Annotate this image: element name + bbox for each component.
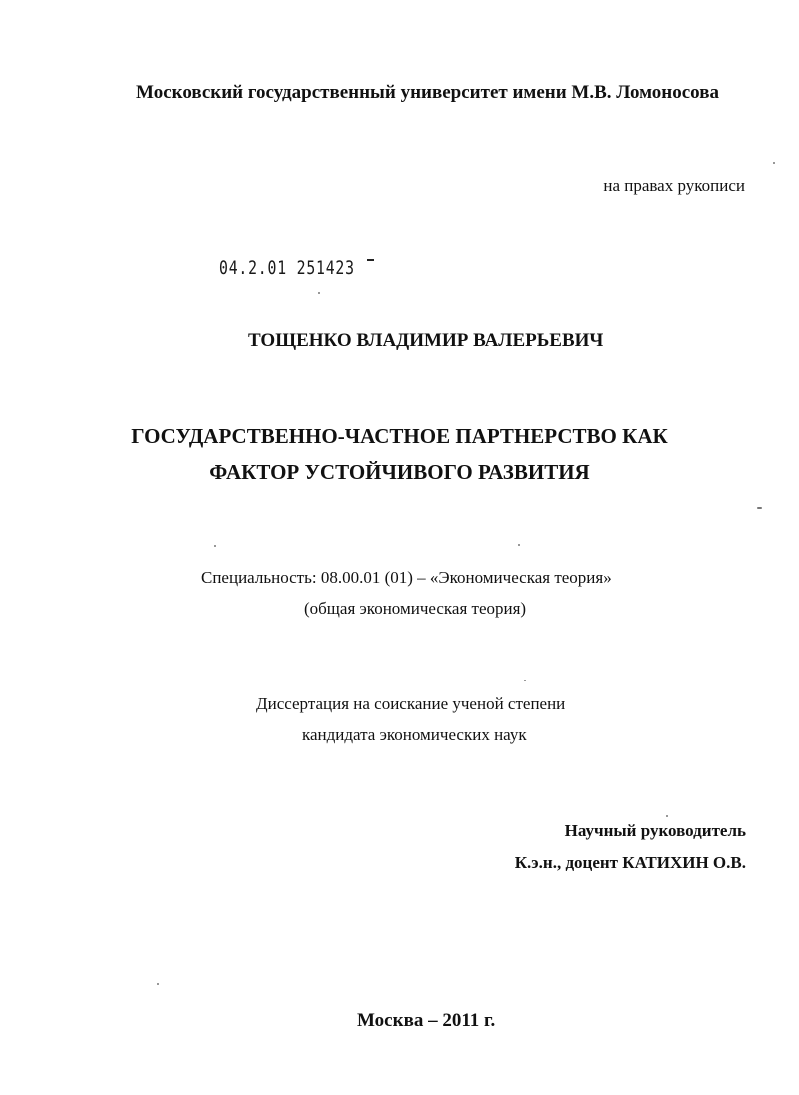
scan-speck: [524, 680, 526, 681]
author-name: ТОЩЕНКО ВЛАДИМИР ВАЛЕРЬЕВИЧ: [248, 330, 604, 351]
supervisor-name: К.э.н., доцент КАТИХИН О.В.: [514, 853, 746, 872]
dissertation-degree-line-2: кандидата экономических наук: [302, 725, 527, 744]
scan-speck: [518, 544, 520, 546]
thesis-title-line-1: ГОСУДАРСТВЕННО-ЧАСТНОЕ ПАРТНЕРСТВО КАК: [131, 424, 668, 448]
scan-speck: [666, 815, 668, 817]
university-name: Московский государственный университет имени М.В. Ломоносова: [136, 82, 719, 103]
specialty-subtitle: (общая экономическая теория): [304, 599, 527, 618]
scan-speck: [214, 545, 216, 547]
city-year: Москва – 2011 г.: [357, 1010, 496, 1031]
dissertation-degree-line-1: Диссертация на соискание ученой степени: [256, 694, 566, 713]
thesis-title-line-2: ФАКТОР УСТОЙЧИВОГО РАЗВИТИЯ: [209, 460, 590, 484]
scan-speck: [318, 292, 320, 294]
scan-speck: [757, 507, 762, 509]
registration-stamp: 04.2.01 251423: [219, 257, 355, 279]
supervisor-label: Научный руководитель: [564, 821, 746, 840]
specialty: Специальность: 08.00.01 (01) – «Экономическая теория»: [201, 568, 612, 587]
stamp-mark: [367, 259, 374, 261]
scan-speck: [157, 983, 159, 985]
scan-speck: [773, 162, 775, 164]
manuscript-note: на правах рукописи: [603, 176, 745, 195]
